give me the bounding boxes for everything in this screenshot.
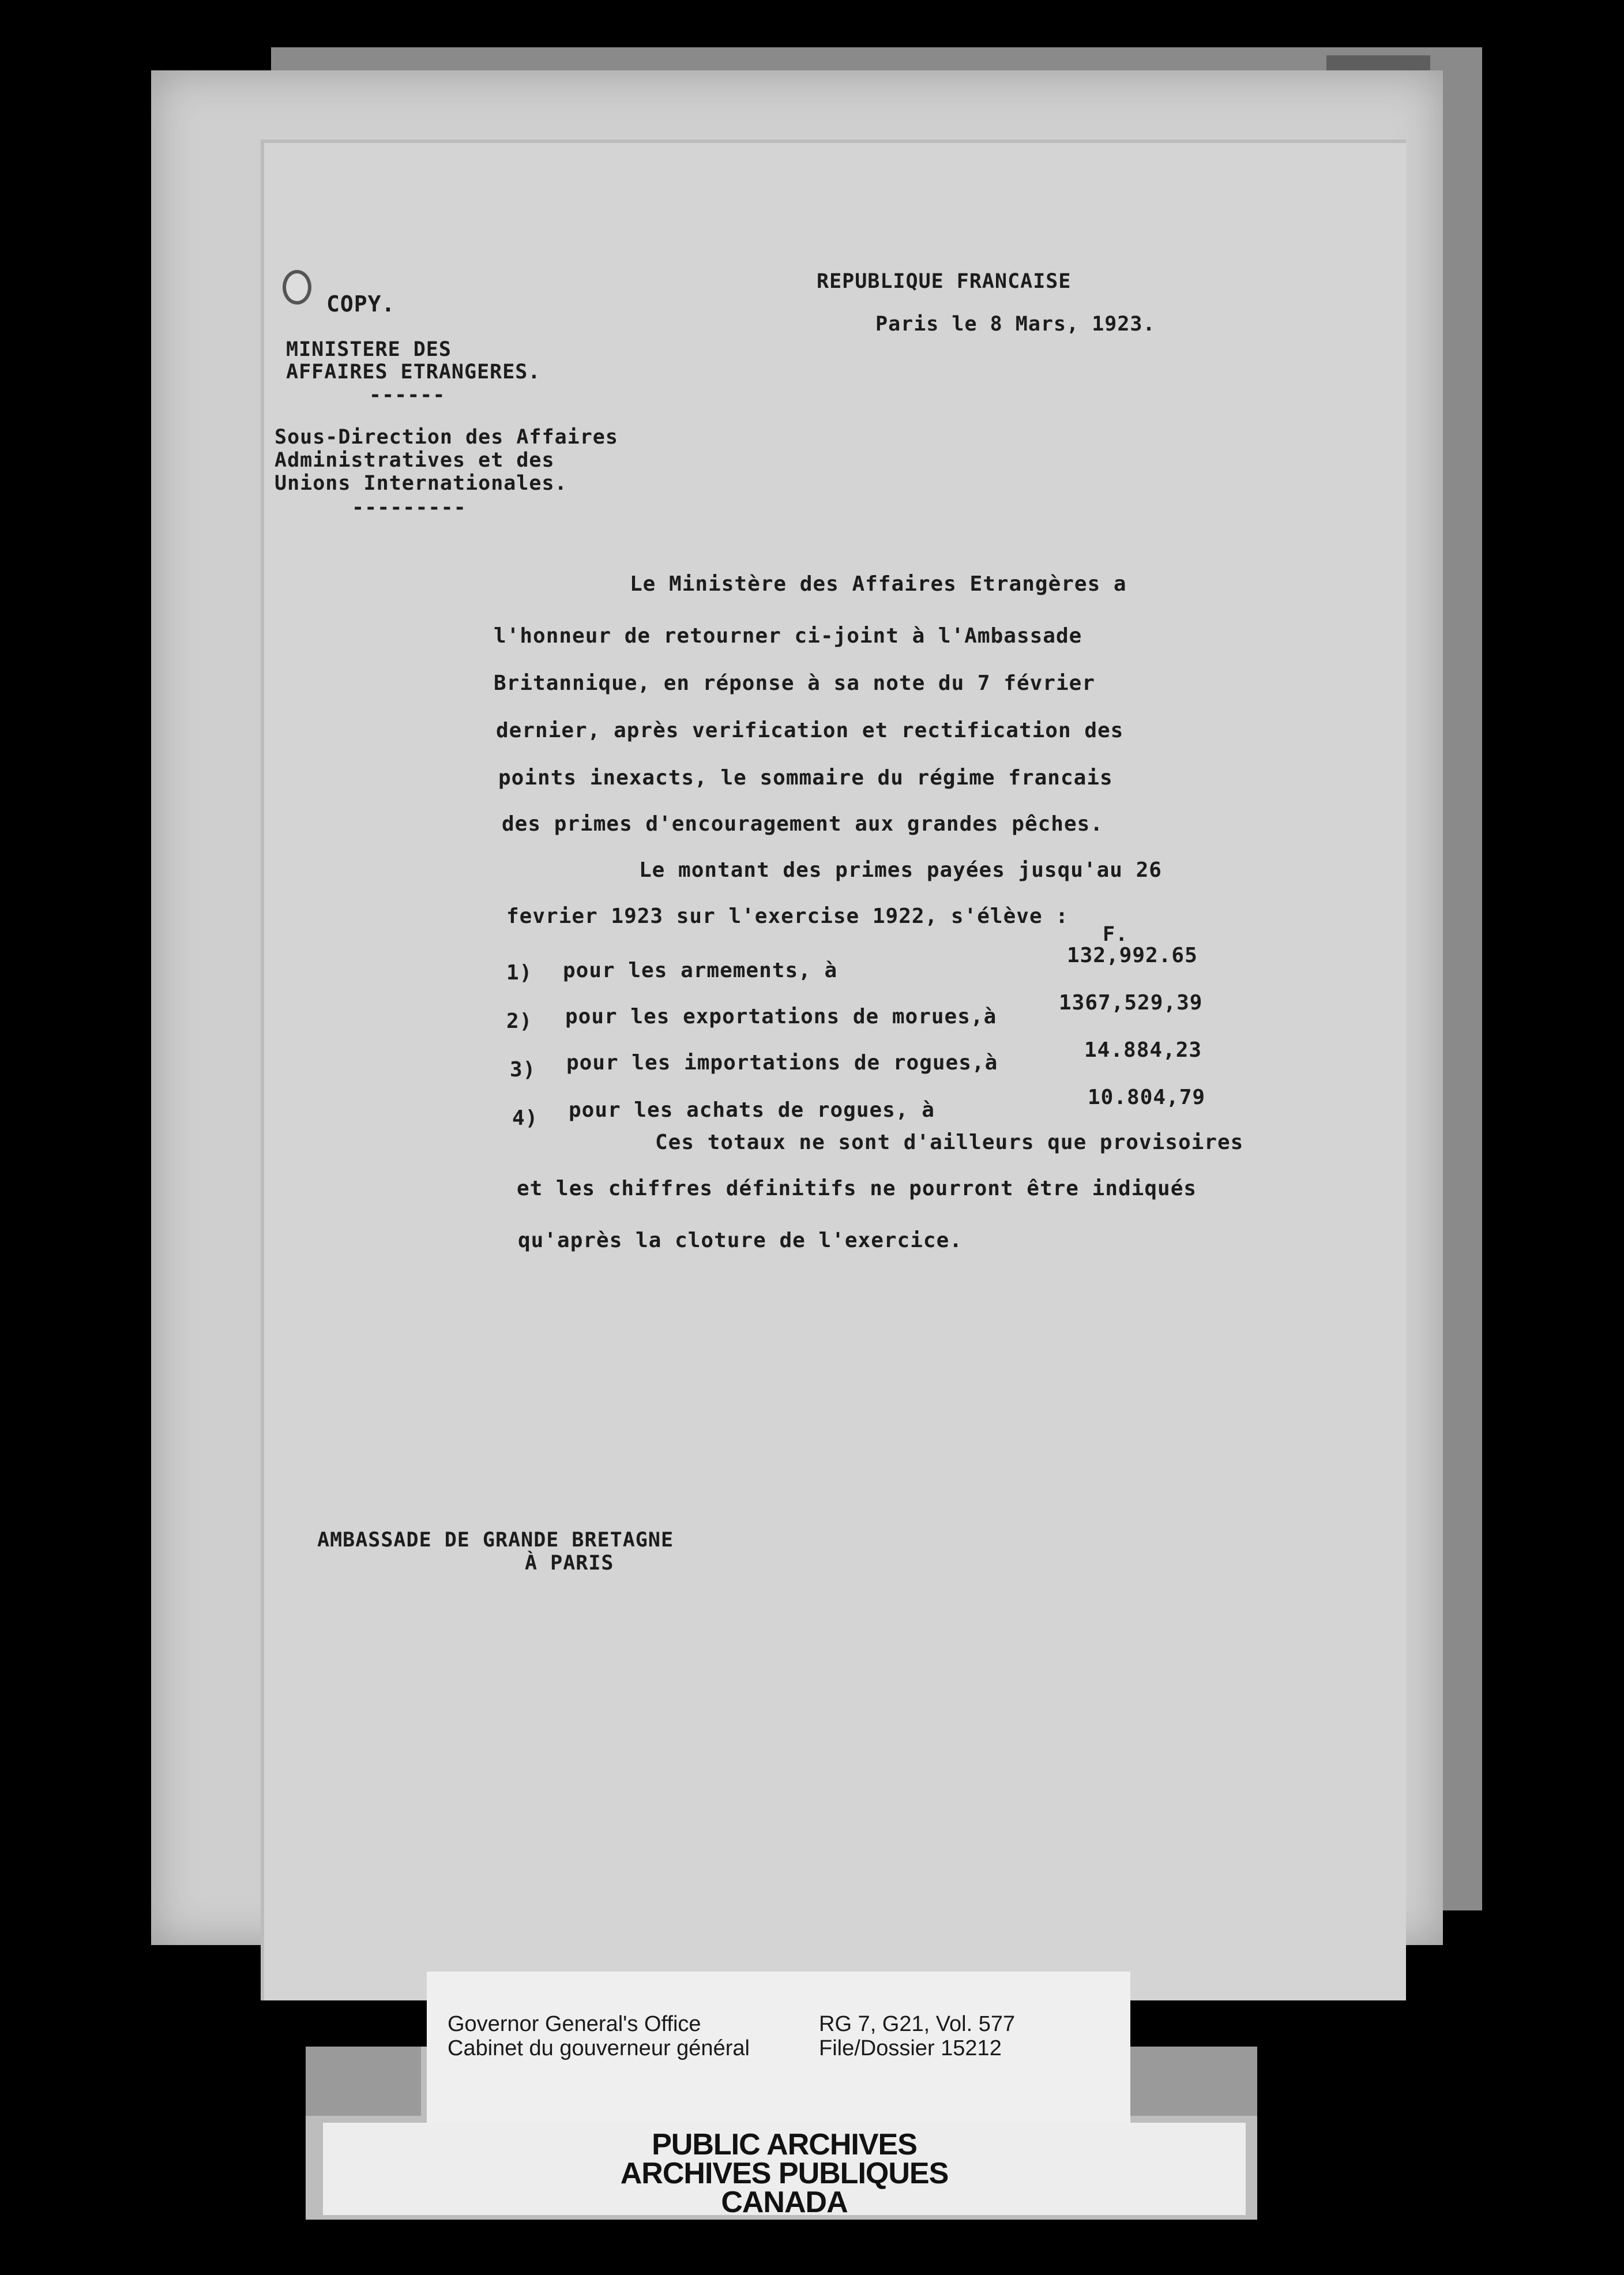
subdirection-line-3: Unions Internationales.	[275, 472, 567, 495]
paragraph-3-line-1: Ces totaux ne sont d'ailleurs que provisoires	[655, 1131, 1244, 1154]
amount-value: 14.884,23	[1084, 1038, 1202, 1062]
amount-number: 2)	[506, 1009, 533, 1033]
paragraph-3-line-3: qu'après la cloture de l'exercice.	[518, 1229, 963, 1252]
amount-value: 132,992.65	[1067, 944, 1198, 967]
paragraph-1-line-2: l'honneur de retourner ci-joint à l'Ambassade	[494, 624, 1082, 648]
amount-number: 4)	[512, 1106, 539, 1130]
stand-slot-right	[1130, 2047, 1257, 2116]
paragraph-2-line-2: fevrier 1923 sur l'exercise 1922, s'élève :	[506, 904, 1069, 928]
republic-heading: REPUBLIQUE FRANCAISE	[817, 270, 1072, 293]
amount-value: 1367,529,39	[1059, 991, 1203, 1015]
office-french: Cabinet du gouverneur général	[448, 2036, 750, 2060]
amount-number: 1)	[506, 961, 533, 985]
file-number: File/Dossier 15212	[819, 2036, 1002, 2060]
paragraph-1-line-3: Britannique, en réponse à sa note du 7 février	[494, 671, 1095, 695]
paragraph-1-line-6: des primes d'encouragement aux grandes pêches.	[502, 812, 1103, 836]
addressee-line-1: AMBASSADE DE GRANDE BRETAGNE	[317, 1529, 674, 1552]
amount-label: pour les achats de rogues, à	[569, 1098, 935, 1122]
archive-stand-line-1: PUBLIC ARCHIVES	[652, 2128, 917, 2161]
amount-label: pour les armements, à	[563, 959, 838, 982]
archive-reference: RG 7, G21, Vol. 577	[819, 2012, 1016, 2036]
paragraph-1-line-5: points inexacts, le sommaire du régime francais	[498, 766, 1113, 790]
paragraph-1-line-1: Le Ministère des Affaires Etrangères a	[630, 572, 1127, 596]
subdirection-rule: ---------	[352, 496, 467, 519]
amount-label: pour les exportations de morues,à	[565, 1005, 997, 1028]
ministry-rule: ------	[369, 384, 446, 407]
paragraph-2-line-1: Le montant des primes payées jusqu'au 26	[639, 858, 1162, 882]
ministry-line-2: AFFAIRES ETRANGERES.	[286, 361, 541, 384]
date-line: Paris le 8 Mars, 1923.	[875, 313, 1156, 336]
amount-value: 10.804,79	[1088, 1086, 1206, 1109]
addressee-line-2: À PARIS	[525, 1552, 614, 1575]
archive-label-card	[427, 1972, 1130, 2123]
amount-number: 3)	[510, 1058, 536, 1082]
copy-mark: COPY.	[326, 291, 396, 317]
archive-stand-line-3: CANADA	[721, 2186, 848, 2219]
currency-mark: F.	[1103, 923, 1129, 946]
subdirection-line-1: Sous-Direction des Affaires	[275, 426, 618, 449]
paragraph-1-line-4: dernier, après verification et rectification des	[496, 719, 1124, 742]
stand-slot-left	[306, 2047, 421, 2116]
paragraph-3-line-2: et les chiffres définitifs ne pourront être indiqués	[517, 1177, 1197, 1200]
subdirection-line-2: Administratives et des	[275, 449, 555, 472]
archive-stand-line-2: ARCHIVES PUBLIQUES	[620, 2157, 949, 2190]
office-english: Governor General's Office	[448, 2012, 701, 2036]
ministry-line-1: MINISTERE DES	[286, 338, 452, 361]
amount-label: pour les importations de rogues,à	[566, 1051, 998, 1075]
punch-hole	[283, 270, 311, 305]
